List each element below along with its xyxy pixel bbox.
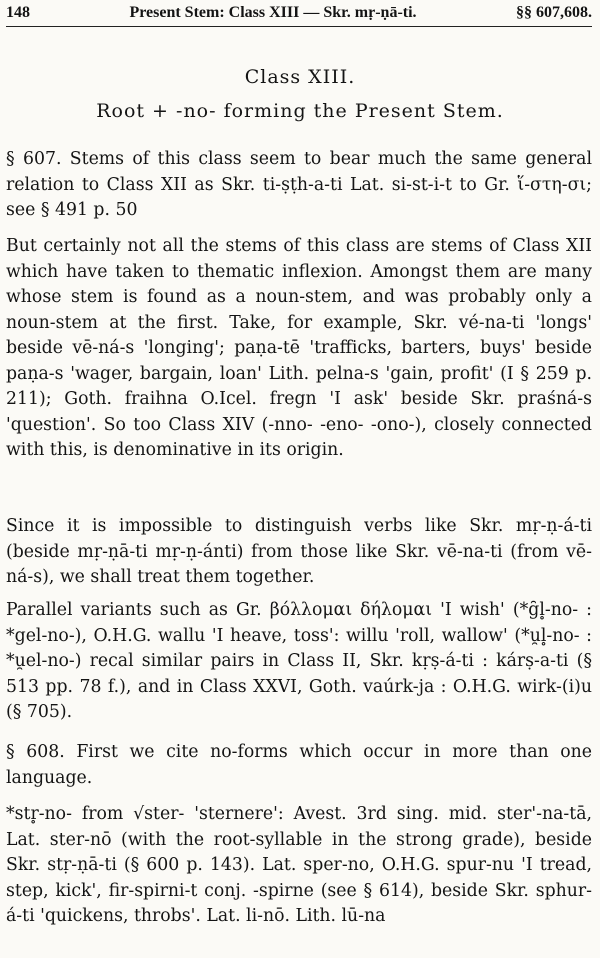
paragraph-distinguish: Since it is impossible to distinguish verbs like Skr. mṛ-ṇ-á-ti (beside mṛ-ṇā-ti mṛ-ṇ-ánti) from those like Skr. vē-na-ti (from vē-ná-s), we shall treat them together.	[6, 516, 592, 587]
running-header	[6, 0, 592, 27]
class-heading: Class XIII.	[244, 66, 356, 88]
class-subheading: Root + -no- forming the Present Stem.	[96, 100, 504, 122]
page-number: 148	[6, 4, 30, 21]
paragraph-str-no: *str̥-no- from √ster- 'sternere': Avest. 3rd sing. mid. ster'-na-tā, Lat. ster-nō (with the root-syllable in the strong grade), beside Skr. stṛ-ṇā-ti (§ 600 p. 143). Lat. sper-no, O.H.G. spur-nu 'I tread, step, kick', fir-spirni-t conj. -spirne (see § 614), beside Skr. sphur-á-ti 'quickens, throbs'. Lat. li-nō. Lith. lū-na	[6, 804, 592, 926]
paragraph-608: § 608. First we cite no-forms which occur in more than one language.	[6, 742, 592, 788]
running-title: Present Stem: Class XIII — Skr. mṛ-ṇā-ti.	[129, 4, 417, 21]
paragraph-stems: But certainly not all the stems of this class are stems of Class XII which have taken to thematic inflexion. Amongst them are many whose stem is found as a noun-stem, and was probably only a noun-stem at the first. Take, for example, Skr. vé-na-ti 'longs' beside vē-ná-s 'longing'; paṇa-tē 'trafficks, barters, buys' beside paṇa-s 'wager, bargain, loan' Lith. pelna-s 'gain, profit' (I § 259 p. 211); Goth. fraihna O.Icel. fregn 'I ask' beside Skr. praśná-s 'question'. So too Class XIV (-nno- -eno- -ono-), closely connected with this, is denominative in its origin.	[6, 236, 592, 460]
paragraph-607: § 607. Stems of this class seem to bear much the same general relation to Class XII as Skr. ti-ṣṭh-a-ti Lat. si-st-i-t to Gr. ἵ-στη-σι; see § 491 p. 50	[6, 149, 592, 220]
section-refs: §§ 607,608.	[515, 4, 592, 21]
paragraph-parallel: Parallel variants such as Gr. βόλλομαι δήλομαι 'I wish' (*g̑l̥-no- : *gel-no-), O.H.G. wallu 'I heave, toss': willu 'roll, wallow' (*u̯l̥-no- : *u̯el-no-) recal similar pairs in Class II, Skr. kṛṣ-á-ti : kárṣ-a-ti (§ 513 pp. 78 f.), and in Class XXVI, Goth. vaúrk-ja : O.H.G. wirk-(i)u (§ 705).	[6, 600, 592, 722]
